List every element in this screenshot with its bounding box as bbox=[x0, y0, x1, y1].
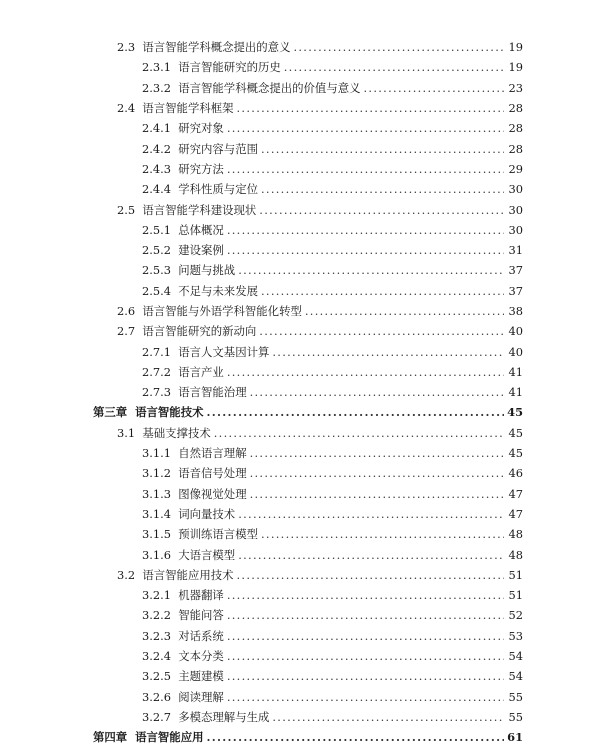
toc-entry-title: 语言人文基因计算 bbox=[178, 344, 270, 359]
toc-entry[interactable] bbox=[0, 544, 615, 564]
toc-entry-page-number: 45 bbox=[508, 425, 523, 440]
dot-leader bbox=[227, 365, 504, 379]
toc-entry-number: 2.4.3 bbox=[142, 161, 171, 176]
dot-leader bbox=[364, 81, 505, 95]
toc-entry[interactable] bbox=[0, 199, 615, 219]
toc-entry-title: 阅读理解 bbox=[178, 689, 224, 704]
toc-entry-title: 语音信号处理 bbox=[178, 466, 247, 481]
toc-entry-number: 2.3 bbox=[117, 40, 136, 55]
dot-leader bbox=[227, 690, 504, 704]
toc-entry[interactable] bbox=[0, 321, 615, 341]
toc-entry-number: 3.1.4 bbox=[142, 506, 171, 521]
toc-entry[interactable] bbox=[0, 605, 615, 625]
toc-entry[interactable] bbox=[0, 78, 615, 98]
table-of-contents bbox=[0, 37, 615, 747]
toc-entry[interactable] bbox=[0, 240, 615, 260]
toc-entry-title: 语言智能研究的新动向 bbox=[142, 324, 257, 339]
toc-entry-page-number: 54 bbox=[508, 649, 523, 664]
toc-entry-page-number: 29 bbox=[508, 161, 523, 176]
toc-entry[interactable] bbox=[0, 484, 615, 504]
toc-entry-title: 语言智能学科概念提出的价值与意义 bbox=[178, 80, 361, 95]
toc-entry-title: 智能问答 bbox=[178, 608, 224, 623]
toc-entry-page-number: 55 bbox=[508, 709, 523, 724]
toc-entry-page-number: 54 bbox=[508, 669, 523, 684]
toc-entry-title: 语言智能学科建设现状 bbox=[142, 202, 257, 217]
toc-entry[interactable] bbox=[0, 463, 615, 483]
toc-entry-page-number: 37 bbox=[508, 283, 523, 298]
toc-entry-page-number: 37 bbox=[508, 263, 523, 278]
toc-entry[interactable] bbox=[0, 362, 615, 382]
toc-entry-page-number: 30 bbox=[508, 202, 523, 217]
toc-entry-title: 语言产业 bbox=[178, 364, 224, 379]
toc-entry-number: 3.1.3 bbox=[142, 486, 171, 501]
toc-entry-number: 2.4.1 bbox=[142, 121, 171, 136]
toc-entry-number: 2.4 bbox=[117, 101, 136, 116]
dot-leader bbox=[272, 710, 504, 724]
toc-entry-number: 2.6 bbox=[117, 304, 136, 318]
toc-entry-number: 3.2.3 bbox=[142, 628, 171, 643]
dot-leader bbox=[237, 568, 504, 582]
dot-leader bbox=[238, 263, 504, 277]
toc-entry-title: 自然语言理解 bbox=[178, 446, 247, 461]
toc-entry[interactable] bbox=[0, 626, 615, 646]
toc-entry-title: 语言智能治理 bbox=[178, 385, 247, 400]
toc-entry-title: 对话系统 bbox=[178, 628, 224, 643]
toc-entry-title: 不足与未来发展 bbox=[178, 283, 258, 298]
toc-entry-number: 2.7.2 bbox=[142, 364, 171, 379]
dot-leader bbox=[227, 162, 504, 176]
toc-entry-number: 2.7.1 bbox=[142, 344, 171, 359]
toc-entry-title: 语言智能应用技术 bbox=[142, 567, 234, 582]
dot-leader bbox=[227, 243, 504, 257]
toc-entry[interactable] bbox=[0, 98, 615, 118]
dot-leader bbox=[214, 426, 504, 440]
dot-leader bbox=[284, 60, 504, 74]
toc-entry[interactable] bbox=[0, 707, 615, 727]
toc-entry-title: 大语言模型 bbox=[178, 547, 236, 562]
toc-chapter-entry[interactable] bbox=[0, 402, 615, 422]
toc-entry-page-number: 52 bbox=[508, 608, 523, 623]
toc-entry-title: 研究内容与范围 bbox=[178, 141, 258, 156]
dot-leader bbox=[238, 507, 504, 521]
toc-entry-number: 3.2.5 bbox=[142, 669, 171, 684]
toc-entry-title: 研究方法 bbox=[178, 161, 224, 176]
toc-entry-title: 图像视觉处理 bbox=[178, 486, 247, 501]
dot-leader bbox=[261, 142, 504, 156]
toc-entry[interactable] bbox=[0, 220, 615, 240]
toc-entry-page-number: 28 bbox=[508, 121, 523, 136]
toc-entry[interactable] bbox=[0, 138, 615, 158]
toc-entry-page-number: 55 bbox=[508, 689, 523, 704]
dot-leader bbox=[250, 487, 504, 501]
toc-entry[interactable] bbox=[0, 504, 615, 524]
toc-entry-number: 3.2.4 bbox=[142, 649, 171, 664]
toc-entry-title: 机器翻译 bbox=[178, 588, 224, 603]
toc-entry-page-number: 45 bbox=[508, 446, 523, 461]
toc-entry-title: 学科性质与定位 bbox=[178, 182, 258, 197]
toc-entry[interactable] bbox=[0, 281, 615, 301]
toc-entry-title: 多模态理解与生成 bbox=[178, 709, 270, 724]
toc-entry-page-number: 40 bbox=[508, 324, 523, 339]
dot-leader bbox=[250, 446, 504, 460]
toc-entry-number: 2.7 bbox=[117, 324, 136, 339]
dot-leader bbox=[305, 304, 504, 318]
toc-entry[interactable] bbox=[0, 179, 615, 199]
toc-entry-number: 2.3.1 bbox=[142, 60, 171, 75]
toc-entry-title: 问题与挑战 bbox=[178, 263, 236, 278]
toc-entry-page-number: 28 bbox=[508, 101, 523, 116]
toc-chapter-entry[interactable] bbox=[0, 727, 615, 747]
toc-entry[interactable] bbox=[0, 524, 615, 544]
dot-leader bbox=[250, 385, 504, 399]
toc-entry-page-number: 45 bbox=[507, 405, 523, 420]
toc-entry-number: 2.5.4 bbox=[142, 283, 171, 298]
dot-leader bbox=[250, 466, 504, 480]
dot-leader bbox=[227, 608, 504, 622]
dot-leader bbox=[227, 223, 504, 237]
dot-leader bbox=[227, 629, 504, 643]
toc-entry-title: 总体概况 bbox=[178, 222, 224, 237]
dot-leader bbox=[227, 121, 504, 135]
toc-entry-title: 语言智能学科框架 bbox=[142, 101, 234, 116]
toc-entry[interactable] bbox=[0, 260, 615, 280]
toc-entry[interactable] bbox=[0, 301, 615, 321]
toc-entry-number: 第四章 bbox=[93, 730, 128, 745]
dot-leader bbox=[237, 101, 504, 115]
toc-entry[interactable] bbox=[0, 565, 615, 585]
toc-entry-number: 3.1.1 bbox=[142, 446, 171, 461]
toc-entry-page-number: 40 bbox=[508, 344, 523, 359]
dot-leader bbox=[227, 669, 504, 683]
dot-leader bbox=[272, 345, 504, 359]
toc-entry-number: 3.1.2 bbox=[142, 466, 171, 481]
toc-entry-number: 3.2.1 bbox=[142, 588, 171, 603]
toc-entry[interactable] bbox=[0, 57, 615, 77]
dot-leader bbox=[293, 40, 504, 54]
toc-entry-title: 语言智能研究的历史 bbox=[178, 60, 281, 75]
toc-entry-number: 2.5.3 bbox=[142, 263, 171, 278]
toc-entry-page-number: 53 bbox=[508, 628, 523, 643]
toc-entry-page-number: 30 bbox=[508, 182, 523, 197]
toc-entry-page-number: 31 bbox=[508, 243, 523, 258]
toc-entry-title: 基础支撑技术 bbox=[142, 425, 211, 440]
toc-entry-page-number: 61 bbox=[507, 730, 523, 745]
toc-entry-title: 预训练语言模型 bbox=[178, 527, 258, 542]
toc-entry-number: 3.2.7 bbox=[142, 709, 171, 724]
dot-leader bbox=[261, 182, 504, 196]
toc-entry-title: 主题建模 bbox=[178, 669, 224, 684]
toc-entry-page-number: 51 bbox=[508, 588, 523, 603]
toc-entry[interactable] bbox=[0, 118, 615, 138]
toc-entry-page-number: 23 bbox=[508, 80, 523, 95]
toc-entry-number: 2.4.4 bbox=[142, 182, 171, 197]
toc-entry-page-number: 47 bbox=[508, 506, 523, 521]
dot-leader bbox=[261, 527, 504, 541]
toc-entry[interactable] bbox=[0, 159, 615, 179]
toc-entry-page-number: 19 bbox=[508, 60, 523, 75]
toc-entry-number: 2.4.2 bbox=[142, 141, 171, 156]
toc-entry-number: 3.1.5 bbox=[142, 527, 171, 542]
dot-leader bbox=[206, 405, 504, 419]
dot-leader bbox=[261, 284, 504, 298]
toc-entry[interactable] bbox=[0, 37, 615, 57]
toc-entry-number: 2.5 bbox=[117, 202, 136, 217]
toc-entry-page-number: 47 bbox=[508, 486, 523, 501]
toc-entry-number: 2.5.2 bbox=[142, 243, 171, 258]
dot-leader bbox=[227, 649, 504, 663]
toc-entry-number: 3.1.6 bbox=[142, 547, 171, 562]
toc-entry-page-number: 51 bbox=[508, 567, 523, 582]
toc-entry[interactable] bbox=[0, 646, 615, 666]
toc-entry-title: 词向量技术 bbox=[178, 506, 236, 521]
toc-entry[interactable] bbox=[0, 585, 615, 605]
toc-entry-number: 2.7.3 bbox=[142, 385, 171, 400]
toc-entry-page-number: 19 bbox=[508, 40, 523, 55]
toc-entry[interactable] bbox=[0, 382, 615, 402]
toc-entry[interactable] bbox=[0, 687, 615, 707]
toc-entry-number: 3.2.6 bbox=[142, 689, 171, 704]
toc-entry-title: 研究对象 bbox=[178, 121, 224, 136]
toc-entry-page-number: 48 bbox=[508, 547, 523, 562]
toc-entry-number: 3.2 bbox=[117, 567, 136, 582]
toc-entry-page-number: 41 bbox=[508, 385, 523, 400]
dot-leader bbox=[206, 730, 504, 744]
toc-entry-title: 建设案例 bbox=[178, 243, 224, 258]
dot-leader bbox=[259, 203, 504, 217]
toc-entry-title: 语言智能学科概念提出的意义 bbox=[142, 40, 291, 55]
toc-entry-page-number: 38 bbox=[508, 304, 523, 318]
toc-entry-page-number: 30 bbox=[508, 222, 523, 237]
toc-entry-page-number: 46 bbox=[508, 466, 523, 481]
toc-entry-title: 语言智能与外语学科智能化转型 bbox=[142, 304, 302, 318]
toc-entry[interactable] bbox=[0, 341, 615, 361]
dot-leader bbox=[238, 548, 504, 562]
toc-entry-number: 2.5.1 bbox=[142, 222, 171, 237]
dot-leader bbox=[259, 324, 504, 338]
toc-entry-number: 3.2.2 bbox=[142, 608, 171, 623]
toc-entry-page-number: 41 bbox=[508, 364, 523, 379]
toc-entry-page-number: 48 bbox=[508, 527, 523, 542]
toc-entry-number: 2.3.2 bbox=[142, 80, 171, 95]
toc-entry[interactable] bbox=[0, 443, 615, 463]
toc-entry[interactable] bbox=[0, 666, 615, 686]
toc-entry-title: 文本分类 bbox=[178, 649, 224, 664]
dot-leader bbox=[227, 588, 504, 602]
toc-entry-number: 第三章 bbox=[93, 405, 128, 420]
toc-entry-number: 3.1 bbox=[117, 425, 136, 440]
toc-entry-page-number: 28 bbox=[508, 141, 523, 156]
toc-entry-title: 语言智能技术 bbox=[135, 405, 204, 420]
toc-entry-title: 语言智能应用 bbox=[135, 730, 204, 745]
toc-entry[interactable] bbox=[0, 423, 615, 443]
